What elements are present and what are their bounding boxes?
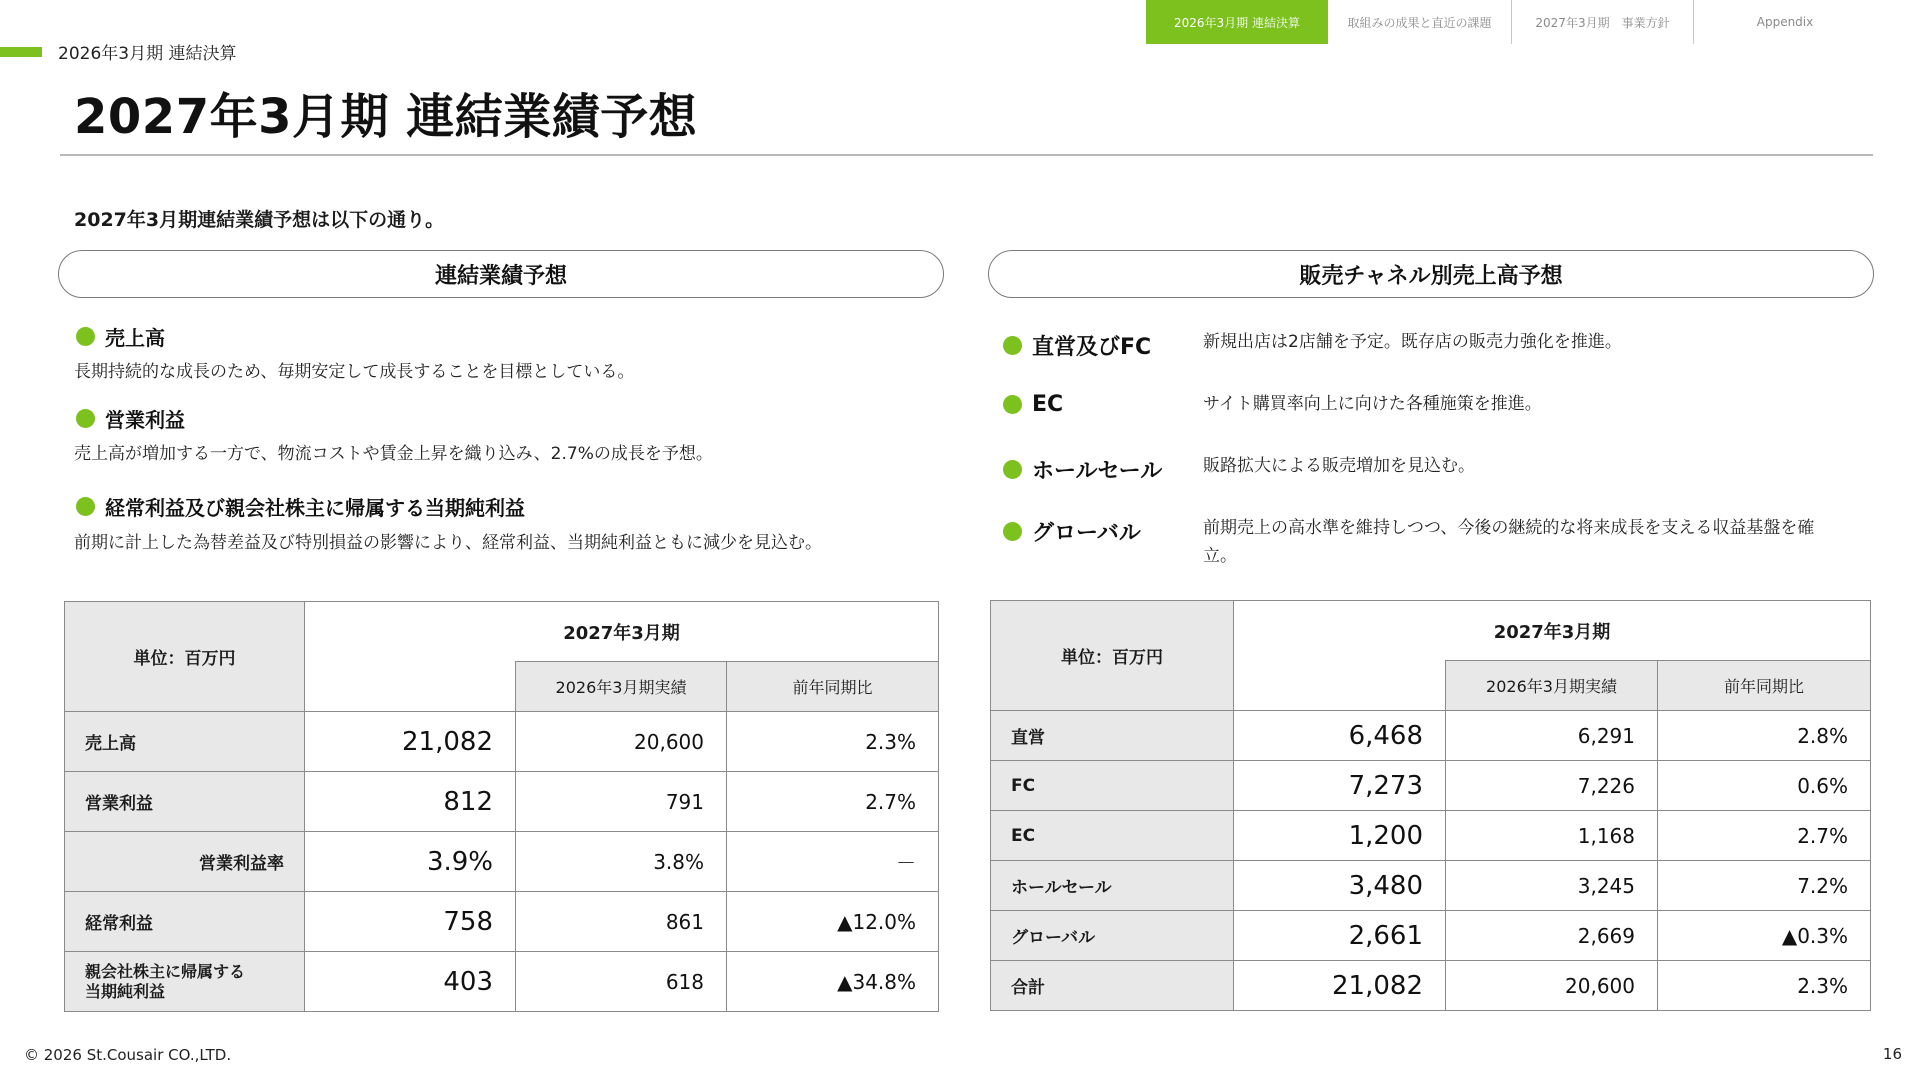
bullet-ordinary-profit-head: [76, 492, 525, 521]
row-value: 758: [305, 892, 516, 952]
table-row: [65, 952, 939, 1012]
row-yoy: 7.2%: [1658, 861, 1871, 911]
bullet-dot-icon: [1003, 395, 1022, 414]
nav-tab-consolidated-results[interactable]: 2026年3月期 連結決算: [1146, 0, 1328, 44]
row-yoy: ▲12.0%: [727, 892, 939, 952]
row-label: 経常利益: [65, 892, 305, 952]
channel-forecast-heading: 販売チャネル別売上高予想: [988, 250, 1874, 298]
channel-ec-text: サイト購買率向上に向けた各種施策を推進。: [1203, 394, 1542, 414]
table-row: [65, 772, 939, 832]
channel-direct-fc-head: [1003, 330, 1151, 361]
bullet-dot-icon: [76, 409, 95, 428]
row-prev: 618: [516, 952, 727, 1012]
row-prev: 3.8%: [516, 832, 727, 892]
table-row: [65, 832, 939, 892]
table-subheader-yoy: 前年同期比: [727, 662, 939, 712]
table-row: [991, 761, 1871, 811]
row-prev: 20,600: [516, 712, 727, 772]
table-subheader-prev: 2026年3月期実績: [516, 662, 727, 712]
row-label: 売上高: [65, 712, 305, 772]
table-period-header: 2027年3月期: [305, 602, 939, 662]
consolidated-forecast-table: [64, 601, 939, 1012]
section-label: 2026年3月期 連結決算: [58, 44, 237, 64]
row-label: 営業利益: [65, 772, 305, 832]
channel-wholesale-label: ホールセール: [1032, 459, 1163, 484]
row-yoy: 2.7%: [1658, 811, 1871, 861]
bullet-ordinary-profit-label: 経常利益及び親会社株主に帰属する当期純利益: [105, 496, 525, 520]
nav-tab-achievements[interactable]: 取組みの成果と直近の課題: [1347, 15, 1492, 30]
row-value: 1,200: [1234, 811, 1446, 861]
row-prev: 791: [516, 772, 727, 832]
table-row: [991, 961, 1871, 1011]
row-label: 直営: [991, 711, 1234, 761]
channel-global-text: 前期売上の高水準を維持しつつ、今後の継続的な将来成長を支える収益基盤を確立。: [1203, 518, 1815, 566]
bullet-dot-icon: [76, 327, 95, 346]
table-subheader-prev: 2026年3月期実績: [1446, 661, 1658, 711]
row-prev: 3,245: [1446, 861, 1658, 911]
row-value: 7,273: [1234, 761, 1446, 811]
nav-tab-business-policy[interactable]: 2027年3月期 事業方針: [1535, 15, 1670, 30]
row-yoy: －: [727, 832, 939, 892]
table-period-header: 2027年3月期: [1234, 601, 1871, 661]
channel-direct-fc-text: 新規出店は2店舗を予定。既存店の販売力強化を推進。: [1203, 332, 1622, 352]
nav-tab-appendix[interactable]: Appendix: [1756, 15, 1814, 29]
row-label: 営業利益率: [65, 832, 305, 892]
table-row: [65, 712, 939, 772]
bullet-operating-profit-label: 営業利益: [105, 408, 185, 432]
table-row: [991, 711, 1871, 761]
bullet-operating-profit-head: [76, 404, 185, 433]
row-prev: 7,226: [1446, 761, 1658, 811]
row-prev: 861: [516, 892, 727, 952]
consolidated-forecast-heading: 連結業績予想: [58, 250, 944, 298]
row-value: 812: [305, 772, 516, 832]
table-unit-label: 単位：百万円: [65, 602, 305, 712]
row-value: 21,082: [1234, 961, 1446, 1011]
channel-wholesale-text: 販路拡大による販売増加を見込む。: [1203, 456, 1475, 476]
bullet-dot-icon: [1003, 522, 1022, 541]
row-yoy: 2.8%: [1658, 711, 1871, 761]
page-number: 16: [1882, 1045, 1902, 1063]
bullet-operating-profit-text: 売上高が増加する一方で、物流コストや賃金上昇を織り込み、2.7%の成長を予想。: [74, 444, 713, 464]
bullet-dot-icon: [1003, 336, 1022, 355]
row-yoy: 2.3%: [727, 712, 939, 772]
section-accent-bar: [0, 47, 42, 57]
page-title: 2027年3月期 連結業績予想: [74, 89, 698, 145]
top-nav: [1146, 0, 1876, 44]
bullet-sales-label: 売上高: [105, 326, 165, 350]
row-yoy: 2.7%: [727, 772, 939, 832]
channel-wholesale-head: [1003, 454, 1162, 485]
row-label-line1: 親会社株主に帰属する: [85, 961, 246, 981]
bullet-dot-icon: [1003, 460, 1022, 479]
bullet-dot-icon: [76, 497, 95, 516]
channel-ec-label: EC: [1032, 392, 1064, 417]
row-prev: 20,600: [1446, 961, 1658, 1011]
row-label: 合計: [991, 961, 1234, 1011]
table-row: [991, 861, 1871, 911]
row-value: 6,468: [1234, 711, 1446, 761]
row-yoy: ▲34.8%: [727, 952, 939, 1012]
bullet-sales-head: [76, 322, 165, 351]
row-label: ホールセール: [991, 861, 1234, 911]
row-yoy: 0.6%: [1658, 761, 1871, 811]
row-label: グローバル: [991, 911, 1234, 961]
channel-forecast-table: [990, 600, 1871, 1011]
table-header-spacer: [1234, 661, 1446, 711]
table-row: [65, 892, 939, 952]
channel-global-label: グローバル: [1032, 521, 1141, 546]
row-value: 403: [305, 952, 516, 1012]
channel-global-head: [1003, 516, 1141, 547]
channel-ec-head: [1003, 392, 1063, 417]
table-subheader-yoy: 前年同期比: [1658, 661, 1871, 711]
row-value: 2,661: [1234, 911, 1446, 961]
footer-copyright: © 2026 St.Cousair CO.,LTD.: [24, 1046, 232, 1064]
row-label: FC: [991, 761, 1234, 811]
bullet-sales-text: 長期持続的な成長のため、毎期安定して成長することを目標としている。: [74, 362, 635, 382]
lead-text: 2027年3月期連結業績予想は以下の通り。: [74, 209, 445, 231]
table-row: [991, 911, 1871, 961]
row-yoy: 2.3%: [1658, 961, 1871, 1011]
row-prev: 1,168: [1446, 811, 1658, 861]
row-prev: 2,669: [1446, 911, 1658, 961]
row-value: 3,480: [1234, 861, 1446, 911]
row-value: 3.9%: [305, 832, 516, 892]
row-label-line2: 当期純利益: [85, 981, 166, 1001]
table-row: [991, 811, 1871, 861]
row-label: EC: [991, 811, 1234, 861]
channel-direct-fc-label: 直営及びFC: [1032, 335, 1152, 360]
bullet-ordinary-profit-text: 前期に計上した為替差益及び特別損益の影響により、経常利益、当期純利益ともに減少を見込む。: [74, 533, 822, 553]
row-yoy: ▲0.3%: [1658, 911, 1871, 961]
row-prev: 6,291: [1446, 711, 1658, 761]
row-label: [65, 952, 305, 1012]
row-value: 21,082: [305, 712, 516, 772]
table-unit-label: 単位：百万円: [991, 601, 1234, 711]
title-divider: [60, 154, 1873, 156]
table-header-spacer: [305, 662, 516, 712]
